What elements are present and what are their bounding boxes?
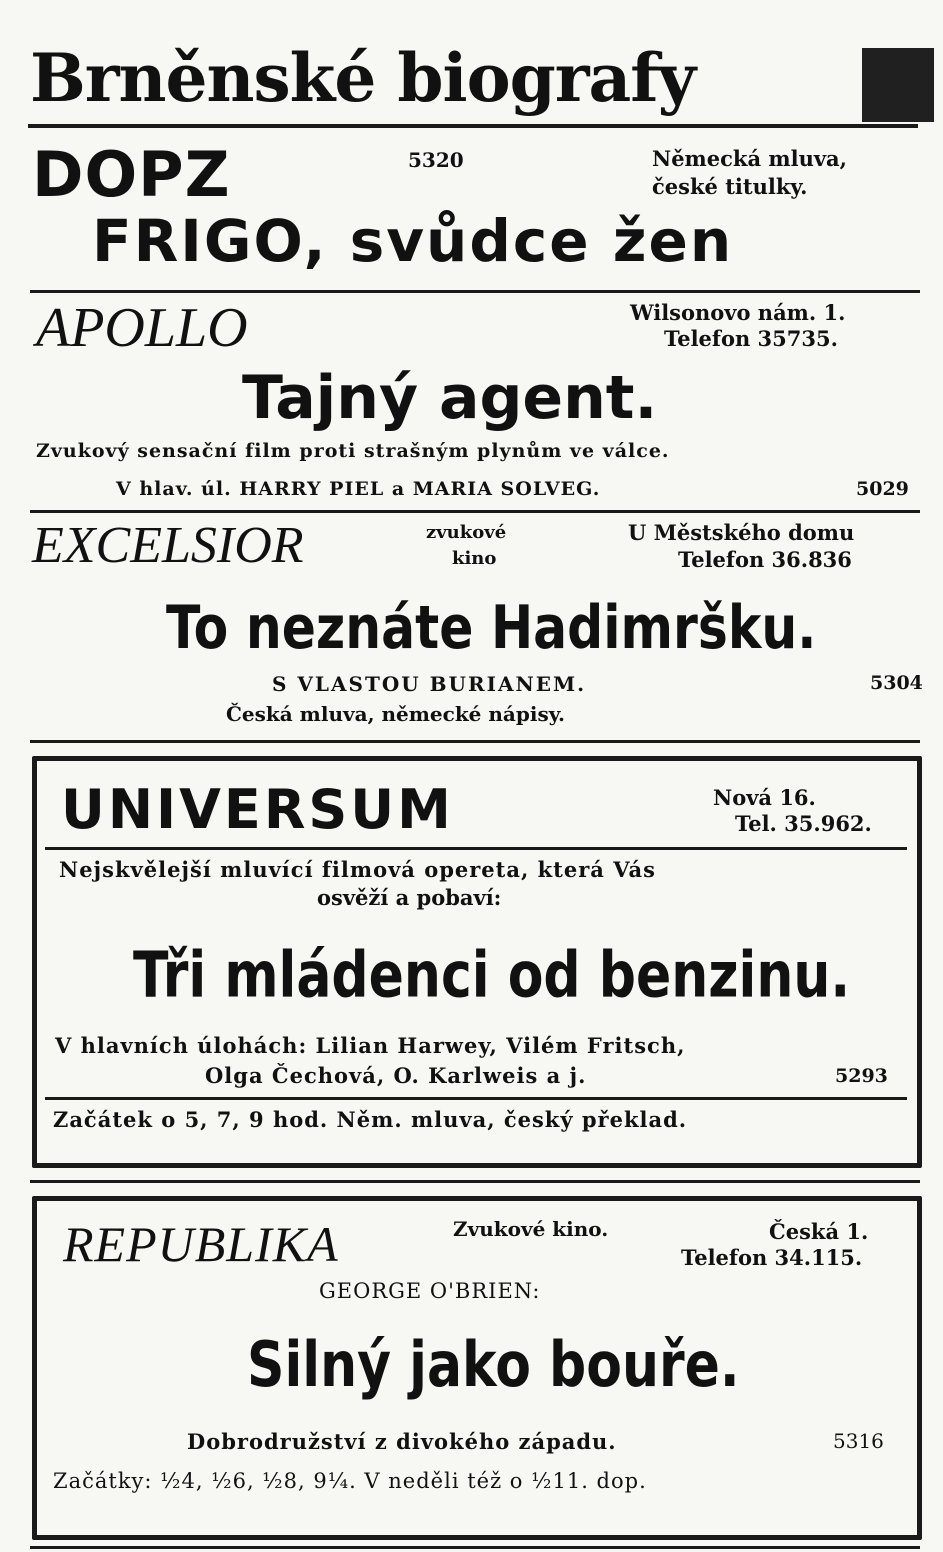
phone: Telefon 34.115.	[681, 1245, 863, 1270]
divider	[30, 290, 920, 293]
language-note: Česká mluva, německé nápisy.	[226, 702, 565, 726]
language-note: české titulky.	[652, 174, 808, 199]
film-cast: S VLASTOU BURIANEM.	[272, 672, 587, 696]
page-title: Brněnské biografy	[30, 39, 696, 117]
cinema-republika	[32, 1196, 922, 1540]
ad-code: 5293	[835, 1065, 888, 1087]
divider	[30, 740, 920, 743]
film-title: FRIGO, svůdce žen	[92, 207, 734, 275]
film-description: Nejskvělejší mluvící filmová opereta, která Vás	[59, 857, 656, 882]
film-star: GEORGE O'BRIEN:	[319, 1279, 541, 1303]
film-cast: Olga Čechová, O. Karlweis a j.	[205, 1063, 587, 1088]
film-title: Tajný agent.	[242, 363, 658, 433]
phone: Telefon 35735.	[664, 326, 838, 351]
ad-code: 5320	[408, 148, 464, 172]
phone: Tel. 35.962.	[735, 811, 872, 836]
film-title: Silný jako bouře.	[247, 1329, 740, 1402]
film-title: To neznáte Hadimršku.	[166, 593, 817, 663]
cinema-name: REPUBLIKA	[63, 1216, 339, 1272]
film-description: Dobrodružství z divokého západu.	[187, 1429, 617, 1454]
divider	[30, 510, 920, 513]
divider	[45, 1097, 907, 1100]
cinema-name: DOPZ	[32, 138, 231, 211]
divider	[30, 1180, 920, 1183]
header-rule	[28, 124, 918, 128]
phone: Telefon 36.836	[678, 547, 852, 572]
address: Nová 16.	[713, 785, 816, 810]
cinema-tag: Zvukové kino.	[453, 1217, 609, 1241]
showtimes: Začátky: ½4, ½6, ½8, 9¼. V neděli též o ½11. dop.	[53, 1469, 647, 1493]
ad-code: 5304	[870, 672, 923, 694]
cinema-name: APOLLO	[36, 297, 248, 359]
language-note: Německá mluva,	[652, 146, 847, 171]
film-title: Tři mládenci od benzinu.	[133, 939, 851, 1013]
cinema-name: EXCELSIOR	[32, 517, 304, 574]
corner-block	[862, 48, 934, 122]
film-description: osvěží a pobaví:	[317, 885, 502, 910]
film-cast: V hlav. úl. HARRY PIEL a MARIA SOLVEG.	[116, 478, 601, 500]
film-description: Zvukový sensační film proti strašným plynům ve válce.	[36, 440, 670, 462]
ad-code: 5029	[856, 478, 909, 500]
cinema-tag: kino	[452, 548, 497, 569]
address: Wilsonovo nám. 1.	[630, 300, 846, 325]
cinema-universum	[32, 756, 922, 1168]
divider	[45, 847, 907, 850]
film-cast: V hlavních úlohách: Lilian Harwey, Vilém Fritsch,	[55, 1033, 686, 1058]
ad-code: 5316	[833, 1429, 884, 1453]
address: Česká 1.	[769, 1219, 869, 1244]
bottom-rule	[30, 1546, 920, 1549]
address: U Městského domu	[628, 520, 855, 545]
cinema-tag: zvukové	[426, 522, 507, 543]
showtimes: Začátek o 5, 7, 9 hod. Něm. mluva, český překlad.	[53, 1107, 688, 1132]
cinema-name: UNIVERSUM	[61, 778, 454, 841]
